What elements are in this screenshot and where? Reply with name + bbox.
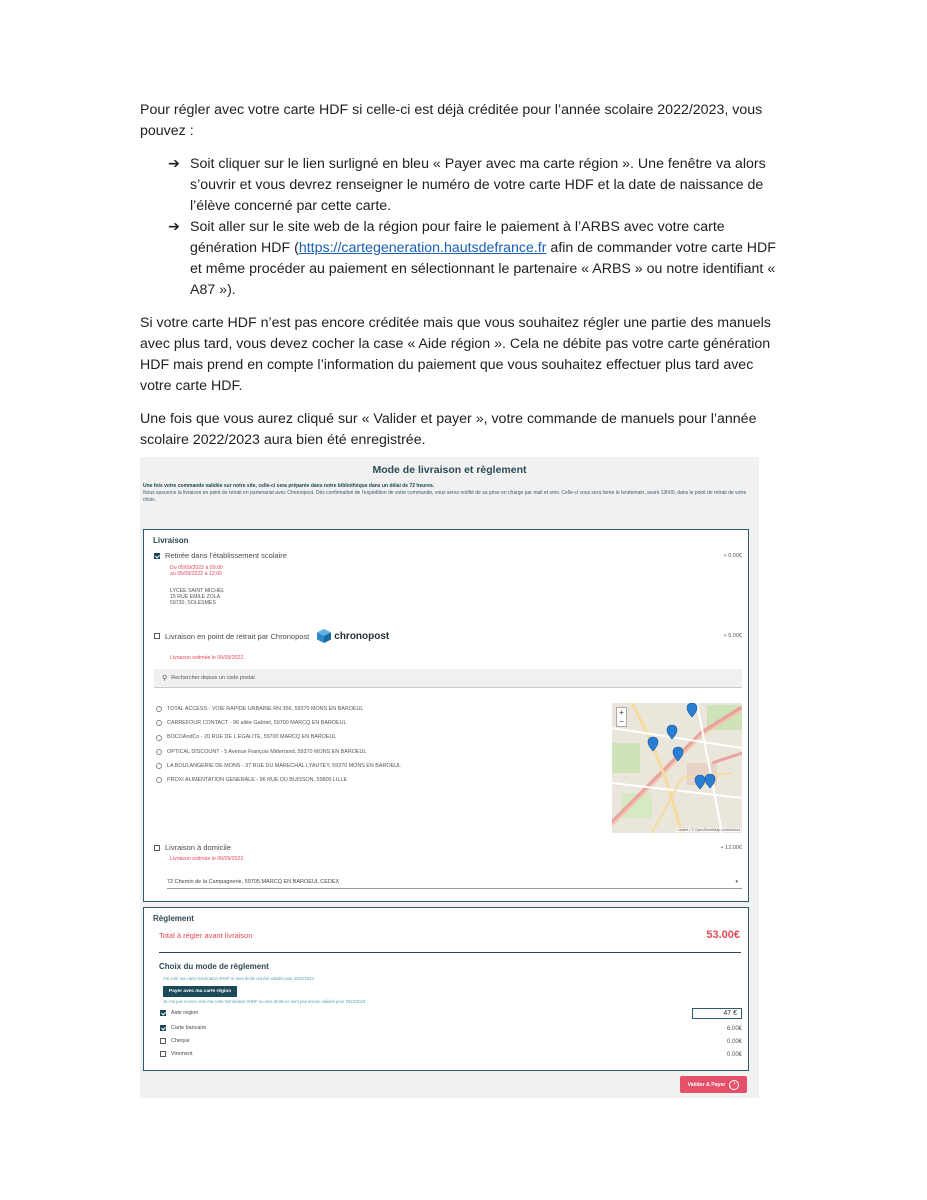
radio-icon[interactable] bbox=[156, 763, 162, 769]
delivery-heading: Livraison bbox=[153, 536, 189, 545]
option-price: + 5.00€ bbox=[723, 633, 742, 639]
checkbox-icon[interactable] bbox=[160, 1038, 166, 1044]
intro-bold: Une fois votre commande validée sur notre site, celle-ci sera préparée dans notre bibliothèque dans un délai de 72 heures. bbox=[143, 483, 435, 489]
hint-card-not-validated: Je n'ai pas encore créé ma carte Génération #HDF ou mes droits ne sont pas encore validés pour 2022/2023 : bbox=[163, 999, 368, 1004]
relay-point-list bbox=[156, 702, 401, 787]
paragraph-aide-region: Si votre carte HDF n’est pas encore créditée mais que vous souhaitez régler une partie des manuels avec plus tard, vous devez cocher la case « Aide région ». Cela ne débite pas votre carte génération HDF mais prend en compte l’information du paiement que vous souhaitez effectuer plus tard avec votre carte HDF. bbox=[140, 315, 771, 394]
paragraph-intro: Pour régler avec votre carte HDF si celle-ci est déjà créditée pour l’année scolaire 2022/2023, vous pouvez : bbox=[140, 102, 763, 139]
divider bbox=[159, 952, 741, 953]
relay-label: CARREFOUR CONTACT - 96 allée Gabriel, 59700 MARCQ EN BAROEUL bbox=[167, 720, 347, 727]
intro-text: Nous assurons la livraison en point de retrait en partenariat avec Chronopost. Dès confirmation de l'expédition de votre commande, vous serez notifié de sa prise en charge par mail et sms. Celle-ci vous sera livrée le lendemain, avant 13h00, dans le point de retrait de votre choix. bbox=[143, 490, 747, 503]
map-marker-icon bbox=[673, 747, 683, 761]
map-marker-icon bbox=[705, 774, 715, 788]
chronopost-cube-icon bbox=[317, 629, 331, 643]
validate-and-pay-button[interactable] bbox=[680, 1076, 747, 1093]
home-address-select[interactable] bbox=[167, 876, 742, 889]
checkbox-checked-icon[interactable] bbox=[154, 553, 160, 559]
map-marker-icon bbox=[687, 703, 697, 717]
checkout-title: Mode de livraison et règlement bbox=[372, 464, 527, 476]
method-label: Chèque bbox=[171, 1038, 190, 1044]
address-line: 15 RUE EMILE ZOLA bbox=[170, 594, 221, 600]
map-markers bbox=[612, 703, 742, 833]
checkbox-checked-icon[interactable] bbox=[160, 1025, 166, 1031]
method-virement[interactable] bbox=[160, 1051, 192, 1057]
hint-card-validated: J'ai créé ma carte Génération #HDF et mes droits ont été validés pour 2022/2023 : bbox=[163, 976, 317, 981]
method-carte-bancaire[interactable] bbox=[160, 1025, 206, 1031]
option-label: Retirée dans l'établissement scolaire bbox=[165, 551, 287, 560]
option-home-delivery[interactable] bbox=[154, 843, 231, 852]
relay-label: PROXI ALIMENTATION GENERALE - 96 RUE DU BUISSON, 59800 LILLE bbox=[167, 777, 348, 784]
option-chronopost[interactable] bbox=[154, 629, 389, 643]
map-attribution[interactable]: Leaflet | © OpenStreetMap contributors bbox=[677, 828, 740, 832]
address-line: LYCEE SAINT MICHEL bbox=[170, 588, 225, 594]
arrow-icon: ➔ bbox=[168, 219, 180, 235]
total-value: 53.00€ bbox=[706, 929, 740, 941]
checkbox-icon[interactable] bbox=[160, 1051, 166, 1057]
aide-region-amount-input[interactable]: 47 € bbox=[692, 1008, 742, 1019]
relay-point-item[interactable] bbox=[156, 730, 401, 744]
relay-point-item[interactable] bbox=[156, 702, 401, 716]
pay-with-region-card-button[interactable]: Payer avec ma carte région bbox=[163, 986, 237, 997]
method-label: Carte bancaire bbox=[171, 1025, 207, 1031]
method-amount: 6.00€ bbox=[726, 1026, 742, 1032]
button-label: Valider & Payer bbox=[687, 1081, 726, 1088]
document-body bbox=[140, 100, 780, 451]
delivery-estimate: Livraison estimée le 06/09/2022. bbox=[170, 655, 245, 661]
chronopost-wordmark: chronopost bbox=[334, 630, 390, 642]
relay-label: OPTICAL DISCOUNT - 5 Avenue François Mitterrand, 59370 MONS EN BAROEUL bbox=[167, 748, 367, 755]
zoom-in-icon[interactable]: + bbox=[619, 708, 624, 717]
search-icon: ⚲ bbox=[162, 675, 168, 682]
payment-section bbox=[143, 907, 749, 1071]
zoom-out-icon[interactable]: − bbox=[619, 717, 624, 726]
bullet-item-website bbox=[168, 217, 780, 301]
relay-point-item[interactable] bbox=[156, 745, 401, 759]
map-marker-icon bbox=[648, 737, 658, 751]
option-school-pickup[interactable] bbox=[154, 551, 287, 560]
checkout-screenshot bbox=[140, 457, 759, 1098]
bullet-text-post: afin de commander votre carte HDF et même procéder au paiement en sélectionnant le partenaire « ARBS » ou notre identifiant « A87 »). bbox=[190, 240, 776, 298]
paragraph-validation: Une fois que vous aurez cliqué sur « Valider et payer », votre commande de manuels pour l’année scolaire 2022/2023 aura bien été enregistrée. bbox=[140, 411, 757, 448]
map-marker-icon bbox=[667, 725, 677, 739]
bullet-list bbox=[168, 154, 780, 301]
method-amount: 0.00€ bbox=[726, 1039, 742, 1045]
region-website-link[interactable]: https://cartegeneration.hautsdefrance.fr bbox=[298, 240, 547, 256]
search-placeholder: Rechercher depuis un code postal bbox=[171, 675, 255, 681]
address-line: 59730, SOLESMES bbox=[170, 600, 216, 606]
pickup-date-from: Du 05/09/2022 à 09:00 bbox=[170, 565, 223, 571]
method-label: Aide région bbox=[171, 1010, 199, 1016]
radio-icon[interactable] bbox=[156, 720, 162, 726]
map-marker-icon bbox=[695, 775, 705, 789]
pickup-date-to: au 05/09/2022 à 12:00 bbox=[170, 571, 222, 577]
checkbox-checked-icon[interactable] bbox=[160, 1010, 166, 1016]
chronopost-logo bbox=[317, 629, 389, 643]
checkbox-icon[interactable] bbox=[154, 845, 160, 851]
bullet-text-pre: Soit aller sur le site web de la région pour faire le paiement à l’ARBS avec votre carte génération HDF ( bbox=[190, 219, 725, 256]
option-price: + 0.00€ bbox=[723, 553, 742, 559]
method-amount: 0.00€ bbox=[726, 1052, 742, 1058]
bullet-item-link bbox=[168, 154, 780, 217]
payment-method-heading: Choix du mode de règlement bbox=[159, 962, 269, 971]
bullet-text: Soit cliquer sur le lien surligné en bleu « Payer avec ma carte région ». Une fenêtre va alors s’ouvrir et vous devrez renseigner le numéro de votre carte HDF et la date de naissance de l’élève concerné par cette carte. bbox=[190, 156, 766, 214]
relay-label: BOCOAndCo - 20 RUE DE L EGALITE, 59700 MARCQ EN BAROEUL bbox=[167, 734, 337, 741]
radio-icon[interactable] bbox=[156, 706, 162, 712]
postal-code-search[interactable] bbox=[154, 669, 742, 688]
radio-icon[interactable] bbox=[156, 735, 162, 741]
option-label: Livraison en point de retrait par Chronopost bbox=[165, 631, 310, 641]
option-price: + 12.00€ bbox=[720, 845, 742, 851]
option-label: Livraison à domicile bbox=[165, 843, 231, 852]
payment-heading: Règlement bbox=[153, 914, 194, 923]
arrow-icon: ➔ bbox=[168, 156, 180, 172]
method-cheque[interactable] bbox=[160, 1038, 190, 1044]
method-aide-region[interactable] bbox=[160, 1010, 198, 1016]
delivery-estimate: Livraison estimée le 06/09/2022. bbox=[170, 856, 245, 862]
chevron-down-icon: ▾ bbox=[735, 879, 738, 885]
relay-label: TOTAL ACCESS - VOIE RAPIDE URBAINE RN 356, 59370 MONS EN BAROEUL bbox=[167, 706, 364, 712]
method-label: Virement bbox=[171, 1051, 193, 1057]
relay-point-item[interactable] bbox=[156, 716, 401, 730]
total-label: Total à régler avant livraison bbox=[159, 931, 253, 940]
checkbox-icon[interactable] bbox=[154, 633, 160, 639]
arrow-right-icon: › bbox=[729, 1080, 739, 1090]
checkout-intro bbox=[143, 483, 756, 504]
radio-icon[interactable] bbox=[156, 749, 162, 755]
relay-map[interactable] bbox=[612, 703, 742, 833]
relay-point-item[interactable] bbox=[156, 773, 401, 787]
selected-address: 72 Chemin de la Campagnerie, 59705 MARCQ EN BAROEUL CEDEX bbox=[167, 879, 340, 885]
radio-icon[interactable] bbox=[156, 777, 162, 783]
relay-point-item[interactable] bbox=[156, 759, 401, 773]
delivery-section bbox=[143, 529, 749, 902]
relay-label: LA BOULANGERIE DE MONS - 37 RUE DU MARECHAL LYAUTEY, 59370 MONS EN BAROEUL bbox=[167, 762, 402, 769]
